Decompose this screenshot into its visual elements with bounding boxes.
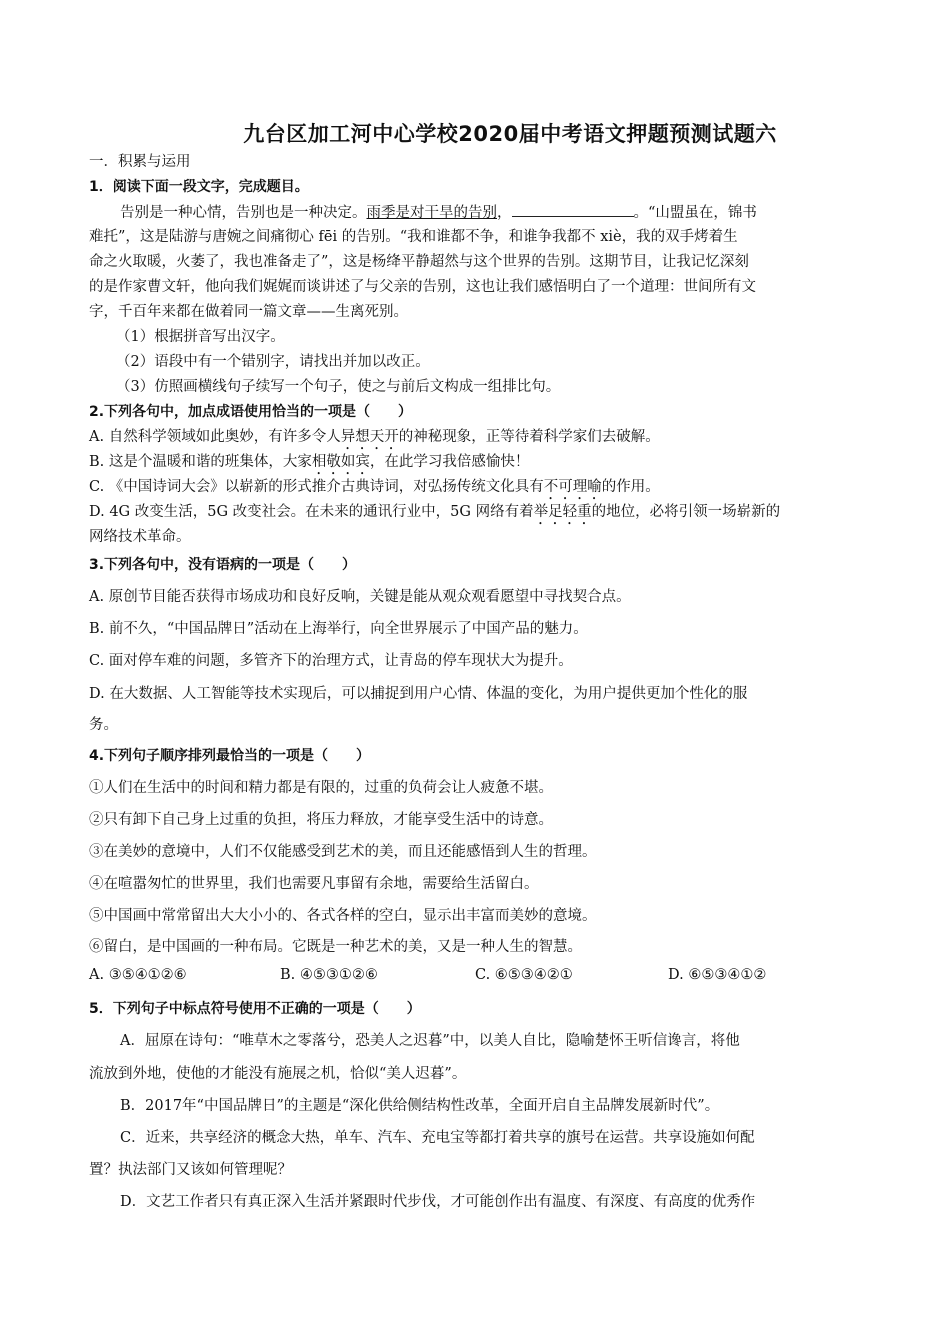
q2-option-d bbox=[89, 502, 780, 528]
q4-option-c: C. ⑥⑤③④②① bbox=[475, 967, 573, 983]
q1-passage-line-2: 难托”，这是陆游与唐婉之间痛彻心 fēi 的告别。“我和谁都不争，和谁争我都不 xiè，我的双手烤着生 bbox=[89, 229, 738, 245]
q4-sentence-3: ③在美妙的意境中，人们不仅能感受到艺术的美，而且还能感悟到人生的哲理。 bbox=[89, 844, 597, 860]
q1-passage-line-5: 字，千百年来都在做着同一篇文章——生离死别。 bbox=[89, 304, 408, 320]
q1-subquestion-3: （3）仿照画横线句子续写一个句子，使之与前后文构成一组排比句。 bbox=[116, 379, 561, 395]
q1-text: 。“山盟虽在，锦书 bbox=[633, 205, 757, 221]
q2-option-b bbox=[89, 452, 529, 478]
q1-text: 告别是一种心情，告别也是一种决定。 bbox=[120, 205, 367, 221]
page-title: 九台区加工河中心学校2020届中考语文押题预测试题六 bbox=[243, 122, 777, 146]
q3-option-c: C. 面对停车难的问题，多管齐下的治理方式，让青岛的停车现状大为提升。 bbox=[89, 653, 573, 669]
q4-option-a: A. ③⑤④①②⑥ bbox=[89, 967, 187, 983]
q4-sentence-4: ④在喧嚣匆忙的世界里，我们也需要凡事留有余地，需要给生活留白。 bbox=[89, 876, 539, 892]
q5-option-c-line-2: 置？执法部门又该如何管理呢？ bbox=[89, 1162, 292, 1178]
q2-option-d-text: 的地位，必将引领一场崭新的 bbox=[591, 504, 781, 520]
q5-option-b: B．2017年“中国品牌日”的主题是“深化供给侧结构性改革，全面开启自主品牌发展新时代”。 bbox=[120, 1098, 720, 1114]
q5-option-a-line-2: 流放到外地，使他的才能没有施展之机，恰似“美人迟暮”。 bbox=[89, 1066, 467, 1082]
q5-option-d: D．文艺工作者只有真正深入生活并紧跟时代步伐，才可能创作出有温度、有深度、有高度的优秀作 bbox=[120, 1194, 756, 1210]
q2-option-b-text: ，在此学习我倍感愉快！ bbox=[369, 454, 530, 470]
q4-option-b: B. ④⑤③①②⑥ bbox=[280, 967, 378, 983]
q2-option-a-text: A. 自然科学领域如此奥妙，有许多令人 bbox=[89, 429, 341, 445]
q3-option-a: A. 原创节目能否获得市场成功和良好反响，关键是能从观众观看愿望中寻找契合点。 bbox=[89, 589, 631, 605]
q5-option-a: A．屈原在诗句：“唯草木之零落兮，恐美人之迟暮”中，以美人自比，隐喻楚怀王听信谗言，将他 bbox=[120, 1033, 740, 1049]
q2-option-b-text: B. 这是个温暖和谐的班集体，大家 bbox=[89, 454, 312, 470]
q2-option-d-text: D. 4G 改变生活，5G 改变社会。在未来的通讯行业中，5G 网络有着 bbox=[89, 504, 534, 520]
q3-heading: 3.下列各句中，没有语病的一项是（ ） bbox=[89, 557, 357, 573]
q3-option-d: D. 在大数据、人工智能等技术实现后，可以捕捉到用户心情、体温的变化，为用户提供更加个性化的服 bbox=[89, 686, 748, 702]
q1-passage-line-4: 的是作家曹文轩，他向我们娓娓而谈讲述了与父亲的告别，这也让我们感悟明白了一个道理：世间所有文 bbox=[89, 279, 756, 295]
section-heading: 一．积累与运用 bbox=[89, 154, 191, 170]
q5-heading: 5．下列句子中标点符号使用不正确的一项是（ ） bbox=[89, 1001, 421, 1017]
q2-option-c-idiom: 不可理喻 bbox=[543, 479, 602, 495]
q2-option-d-line-2: 网络技术革命。 bbox=[89, 529, 191, 545]
q2-option-a-idiom: 异想天开 bbox=[340, 429, 399, 445]
q1-underlined-sentence: 雨季是对干旱的告别 bbox=[366, 205, 497, 221]
q2-option-a-text: 的神秘现象，正等待着科学家们去破解。 bbox=[398, 429, 660, 445]
q3-option-b: B. 前不久，“中国品牌日”活动在上海举行，向全世界展示了中国产品的魅力。 bbox=[89, 621, 588, 637]
q2-option-c-text: 的作用。 bbox=[601, 479, 660, 495]
q1-passage-line-3: 命之火取暖，火萎了，我也准备走了”，这是杨绛平静超然与这个世界的告别。这期节目，让我记忆深刻 bbox=[89, 254, 749, 270]
q1-answer-blank[interactable] bbox=[512, 202, 634, 217]
q5-option-c: C．近来，共享经济的概念大热，单车、汽车、充电宝等都打着共享的旗号在运营。共享设施如何配 bbox=[120, 1130, 755, 1146]
q1-subquestion-2: （2）语段中有一个错别字，请找出并加以改正。 bbox=[116, 354, 430, 370]
q2-heading: 2.下列各句中，加点成语使用恰当的一项是（ ） bbox=[89, 404, 413, 420]
q1-text: ， bbox=[497, 205, 512, 221]
q4-sentence-2: ②只有卸下自己身上过重的负担，将压力释放，才能享受生活中的诗意。 bbox=[89, 812, 553, 828]
q1-heading: 1．阅读下面一段文字，完成题目。 bbox=[89, 179, 309, 195]
q3-option-d-line-2: 务。 bbox=[89, 717, 118, 733]
q1-subquestion-1: （1）根据拼音写出汉字。 bbox=[116, 329, 285, 345]
q4-sentence-6: ⑥留白，是中国画的一种布局。它既是一种艺术的美，又是一种人生的智慧。 bbox=[89, 939, 582, 955]
q2-option-c-text: C. 《中国诗词大会》以崭新的形式推介古典诗词，对弘扬传统文化具有 bbox=[89, 479, 544, 495]
q2-option-d-idiom: 举足轻重 bbox=[533, 504, 592, 520]
q4-option-d: D. ⑥⑤③④①② bbox=[668, 967, 767, 983]
q4-sentence-5: ⑤中国画中常常留出大大小小的、各式各样的空白，显示出丰富而美妙的意境。 bbox=[89, 908, 597, 924]
q4-heading: 4.下列句子顺序排列最恰当的一项是（ ） bbox=[89, 748, 371, 764]
q1-passage-line-1 bbox=[120, 202, 757, 223]
q4-sentence-1: ①人们在生活中的时间和精力都是有限的，过重的负荷会让人疲惫不堪。 bbox=[89, 780, 553, 796]
q2-option-a bbox=[89, 427, 660, 453]
q2-option-b-idiom: 相敬如宾 bbox=[311, 454, 370, 470]
q2-option-c bbox=[89, 477, 660, 503]
